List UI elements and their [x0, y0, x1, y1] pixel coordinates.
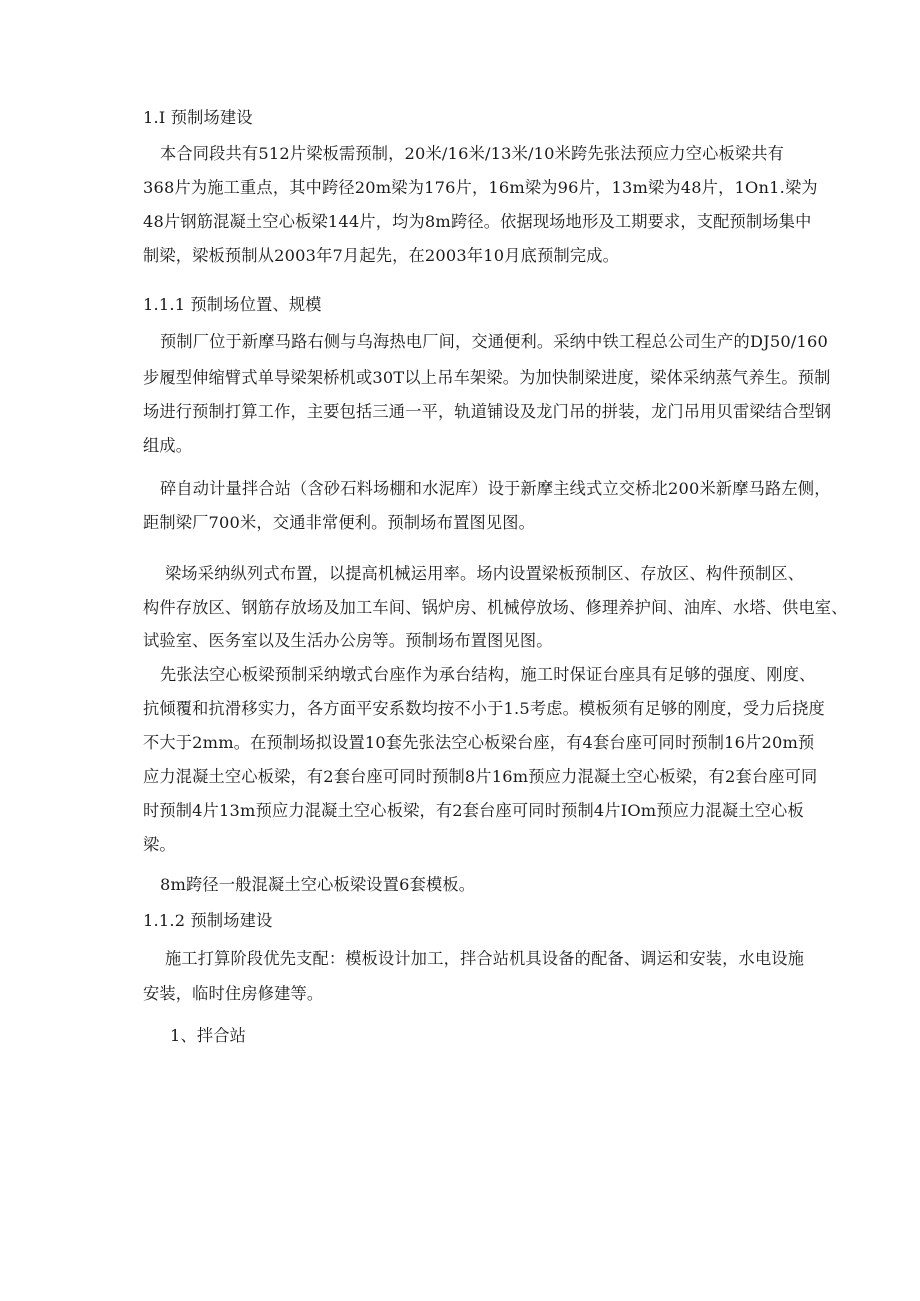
paragraph-line: 8m跨径一般混凝土空心板梁设置6套模板。 [160, 875, 476, 894]
paragraph-line: 安装，临时住房修建等。 [143, 984, 324, 1003]
paragraph-line: 应力混凝土空心板梁，有2套台座可同时预制8片16m预应力混凝土空心板梁，有2套台座可同 [143, 767, 818, 786]
heading-1-1-2: 1.1.2 预制场建设 [143, 911, 273, 930]
paragraph-line: 试验室、医务室以及生活办公房等。预制场布置图见图。 [143, 631, 553, 650]
paragraph-line: 制梁，梁板预制从2003年7月起先，在2003年10月底预制完成。 [143, 246, 620, 265]
heading-1-1: 1.I 预制场建设 [143, 108, 253, 127]
paragraph-line: 碎自动计量拌合站（含砂石料场棚和水泥库）设于新摩主线式立交桥北200米新摩马路左侧， [160, 479, 831, 498]
paragraph-line: 不大于2mm。在预制场拟设置10套先张法空心板梁台座，有4套台座可同时预制16片20m预 [143, 733, 815, 752]
paragraph-line: 本合同段共有512片梁板需预制，20米/16米/13米/10米跨先张法预应力空心板梁共有 [160, 144, 785, 163]
paragraph-line: 梁场采纳纵列式布置，以提高机械运用率。场内设置梁板预制区、存放区、构件预制区、 [165, 564, 805, 583]
paragraph-line: 先张法空心板梁预制采纳墩式台座作为承台结构，施工时保证台座具有足够的强度、刚度、 [160, 665, 816, 684]
paragraph-line: 48片钢筋混凝土空心板梁144片，均为8m跨径。依据现场地形及工期要求，支配预制场集中 [143, 212, 812, 231]
paragraph-line: 距制梁厂700米，交通非常便利。预制场布置图见图。 [143, 513, 536, 532]
paragraph-line: 组成。 [143, 436, 193, 455]
heading-1-1-1: 1.1.1 预制场位置、规模 [143, 295, 322, 314]
paragraph-line: 368片为施工重点，其中跨径20m梁为176片，16m梁为96片，13m梁为48片，1On1.梁为 [143, 178, 818, 197]
paragraph-line: 时预制4片13m预应力混凝土空心板梁，有2套台座可同时预制4片IOm预应力混凝土空心板 [143, 801, 804, 820]
paragraph-line: 梁。 [143, 835, 176, 854]
paragraph-line: 预制厂位于新摩马路右侧与乌海热电厂间，交通便利。采纳中铁工程总公司生产的DJ50/160 [160, 332, 828, 351]
list-item-1: 1、拌合站 [170, 1026, 247, 1045]
paragraph-line: 抗倾覆和抗滑移实力，各方面平安系数均按不小于1.5考虑。模板须有足够的刚度，受力后挠度 [143, 699, 825, 718]
paragraph-line: 构件存放区、钢筋存放场及加工车间、锅炉房、机械停放场、修理养护间、油库、水塔、供电室、 [143, 598, 848, 617]
paragraph-line: 步履型伸缩臂式单导梁架桥机或30T以上吊车架梁。为加快制梁进度，梁体采纳蒸气养生。预制 [143, 368, 831, 387]
paragraph-line: 施工打算阶段优先支配：模板设计加工，拌合站机具设备的配备、调运和安装，水电设施 [165, 949, 805, 968]
paragraph-line: 场进行预制打算工作，主要包括三通一平，轨道铺设及龙门吊的拼装，龙门吊用贝雷梁结合型钢 [143, 402, 832, 421]
